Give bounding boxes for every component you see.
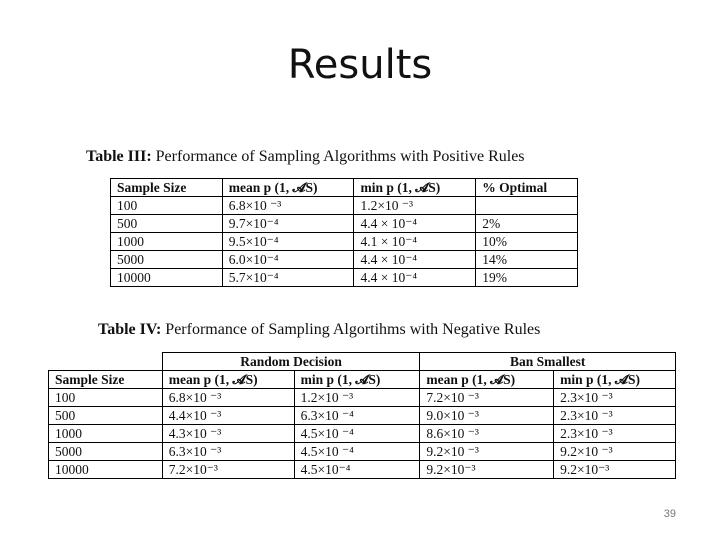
table-cell: 5000 bbox=[111, 251, 223, 269]
table-cell: 7.2×10⁻³ bbox=[162, 461, 294, 479]
page-number: 39 bbox=[663, 508, 676, 520]
table4-caption bbox=[98, 321, 540, 339]
table-cell: 10000 bbox=[111, 269, 223, 287]
table4-group-row bbox=[49, 353, 676, 371]
table-cell: 9.7×10⁻⁴ bbox=[222, 215, 354, 233]
table-cell: 8.6×10 ⁻³ bbox=[420, 425, 554, 443]
table-cell: 100 bbox=[111, 197, 223, 215]
table-cell: 2.3×10 ⁻³ bbox=[554, 407, 676, 425]
table-cell: 4.4×10 ⁻³ bbox=[162, 407, 294, 425]
table-cell: 4.4 × 10⁻⁴ bbox=[354, 251, 476, 269]
table3-container bbox=[110, 178, 590, 288]
table-cell: 4.4 × 10⁻⁴ bbox=[354, 215, 476, 233]
table4-header: min p (1, 𝓐S) bbox=[294, 371, 420, 389]
table-cell: 4.1 × 10⁻⁴ bbox=[354, 233, 476, 251]
table-cell: 6.0×10⁻⁴ bbox=[222, 251, 354, 269]
table-cell: 100 bbox=[49, 389, 163, 407]
table-cell: 2% bbox=[476, 215, 578, 233]
table-row bbox=[111, 251, 578, 269]
table4-header: min p (1, 𝓐S) bbox=[554, 371, 676, 389]
table-cell: 9.2×10⁻³ bbox=[420, 461, 554, 479]
table-cell: 500 bbox=[111, 215, 223, 233]
table-cell: 10% bbox=[476, 233, 578, 251]
table4-group-header: Ban Smallest bbox=[420, 353, 676, 371]
table-cell: 9.5×10⁻⁴ bbox=[222, 233, 354, 251]
table4 bbox=[48, 352, 676, 479]
table3-caption-text: Performance of Sampling Algorithms with Positive Rules bbox=[151, 148, 525, 165]
table-cell: 5.7×10⁻⁴ bbox=[222, 269, 354, 287]
table3-caption-label: Table III: bbox=[86, 148, 152, 165]
table3-header: Sample Size bbox=[111, 179, 223, 197]
table-row bbox=[111, 197, 578, 215]
table4-group-spacer bbox=[49, 353, 163, 371]
table-row bbox=[49, 407, 676, 425]
table-row bbox=[111, 269, 578, 287]
table-row bbox=[49, 389, 676, 407]
table-cell bbox=[476, 197, 578, 215]
table-row bbox=[49, 443, 676, 461]
table-cell: 1.2×10 ⁻³ bbox=[294, 389, 420, 407]
table-cell: 2.3×10 ⁻³ bbox=[554, 425, 676, 443]
table-cell: 1000 bbox=[111, 233, 223, 251]
table-cell: 6.8×10 ⁻³ bbox=[222, 197, 354, 215]
table4-header: Sample Size bbox=[49, 371, 163, 389]
table-cell: 2.3×10 ⁻³ bbox=[554, 389, 676, 407]
table-row bbox=[111, 233, 578, 251]
table-cell: 14% bbox=[476, 251, 578, 269]
table-cell: 4.3×10 ⁻³ bbox=[162, 425, 294, 443]
table-cell: 4.5×10 ⁻⁴ bbox=[294, 443, 420, 461]
table-cell: 5000 bbox=[49, 443, 163, 461]
table-cell: 4.5×10⁻⁴ bbox=[294, 461, 420, 479]
table-cell: 6.8×10 ⁻³ bbox=[162, 389, 294, 407]
table3-caption bbox=[86, 148, 525, 166]
table-cell: 9.2×10 ⁻³ bbox=[420, 443, 554, 461]
table-cell: 6.3×10 ⁻³ bbox=[162, 443, 294, 461]
table3-header: min p (1, 𝓐S) bbox=[354, 179, 476, 197]
table4-caption-text: Performance of Sampling Algortihms with Negative Rules bbox=[161, 321, 541, 338]
table-cell: 1.2×10 ⁻³ bbox=[354, 197, 476, 215]
table4-header: mean p (1, 𝓐S) bbox=[420, 371, 554, 389]
table3 bbox=[110, 178, 578, 287]
table-cell: 19% bbox=[476, 269, 578, 287]
table3-header-row bbox=[111, 179, 578, 197]
table-cell: 9.0×10 ⁻³ bbox=[420, 407, 554, 425]
table4-group-header: Random Decision bbox=[162, 353, 420, 371]
table4-header: mean p (1, 𝓐S) bbox=[162, 371, 294, 389]
table3-header: mean p (1, 𝓐S) bbox=[222, 179, 354, 197]
table-cell: 500 bbox=[49, 407, 163, 425]
table-cell: 6.3×10 ⁻⁴ bbox=[294, 407, 420, 425]
table-row bbox=[49, 425, 676, 443]
table-cell: 10000 bbox=[49, 461, 163, 479]
table-cell: 9.2×10 ⁻³ bbox=[554, 443, 676, 461]
table-cell: 1000 bbox=[49, 425, 163, 443]
table4-header-row bbox=[49, 371, 676, 389]
table-cell: 4.5×10 ⁻⁴ bbox=[294, 425, 420, 443]
table-cell: 7.2×10 ⁻³ bbox=[420, 389, 554, 407]
slide-title: Results bbox=[287, 42, 433, 88]
table-row bbox=[111, 215, 578, 233]
table4-caption-label: Table IV: bbox=[98, 321, 162, 338]
table3-header: % Optimal bbox=[476, 179, 578, 197]
table-row bbox=[49, 461, 676, 479]
table-cell: 9.2×10⁻³ bbox=[554, 461, 676, 479]
table-cell: 4.4 × 10⁻⁴ bbox=[354, 269, 476, 287]
